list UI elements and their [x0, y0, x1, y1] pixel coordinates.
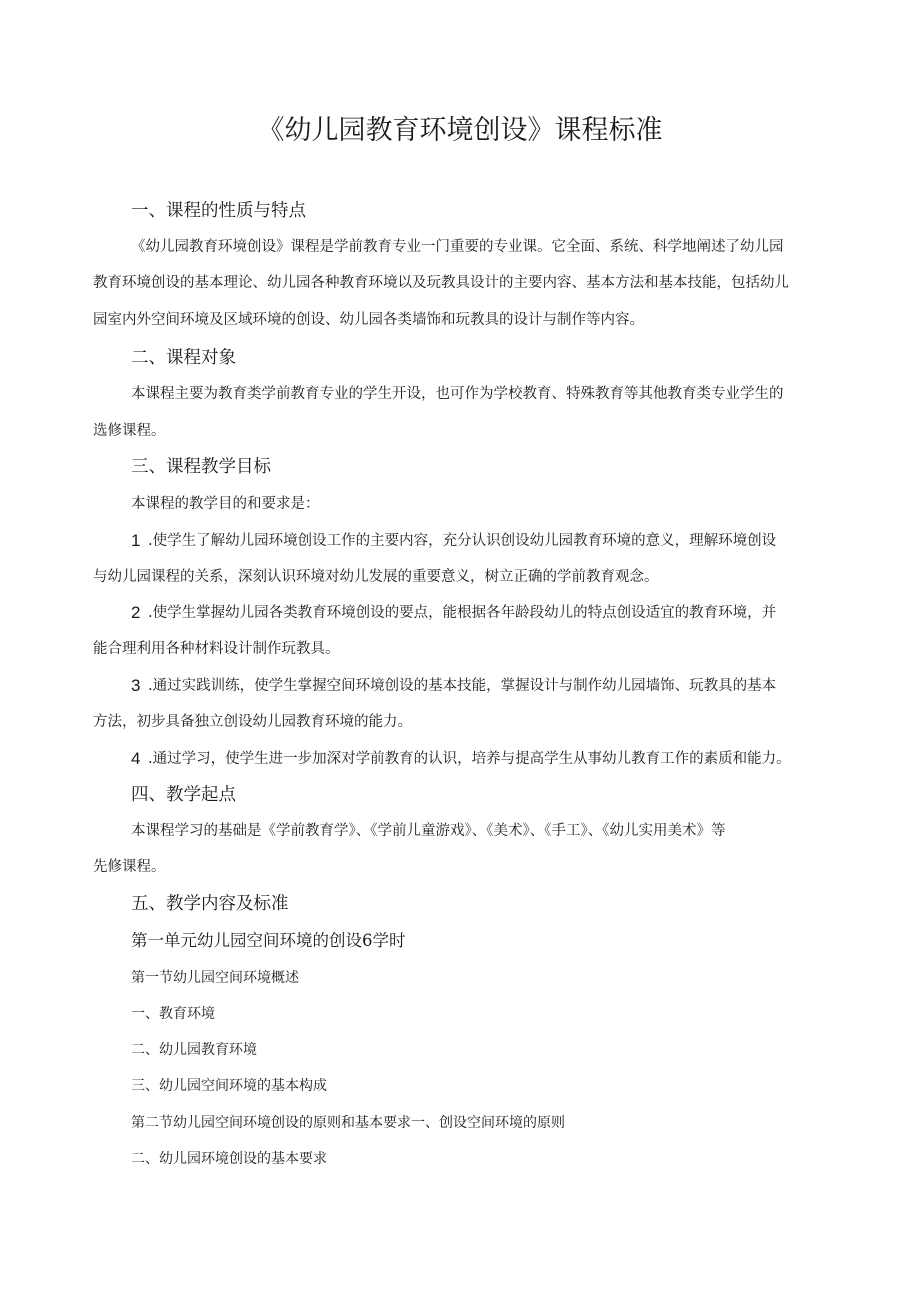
objectives-intro: 本课程的教学目的和要求是：	[131, 496, 320, 512]
section-heading-objectives: 三、课程教学目标	[131, 457, 271, 477]
section-heading-starting-point: 四、教学起点	[131, 785, 236, 805]
outline-item: 二、幼儿园教育环境	[131, 1042, 257, 1058]
objective-number: 2	[131, 603, 141, 622]
objective-number: 3	[131, 676, 141, 695]
section-heading-nature: 一、课程的性质与特点	[131, 201, 306, 221]
unit-title: 第一单元幼儿园空间环境的创设6学时	[131, 931, 406, 950]
objective-text: .通过实践训练，使学生掌握空间环境创设的基本技能，掌握设计与制作幼儿园墙饰、玩教具的基本	[148, 678, 777, 694]
outline-item: 第二节幼儿园空间环境创设的原则和基本要求一、创设空间环境的原则	[131, 1115, 565, 1131]
document-title: 《幼儿园教育环境创设》课程标准	[257, 115, 663, 146]
objective-text: 方法，初步具备独立创设幼儿园教育环境的能力。	[93, 714, 412, 730]
objective-text: .通过学习，使学生进一步加深对学前教育的认识，培养与提高学生从事幼儿教育工作的素质和能力。	[148, 751, 791, 767]
outline-item: 二、幼儿园环境创设的基本要求	[131, 1151, 327, 1167]
paragraph-line: 教育环境创设的基本理论、幼儿园各种教育环境以及玩教具设计的主要内容、基本方法和基本技能，包括幼儿	[93, 275, 789, 291]
objective-text: 与幼儿园课程的关系，深刻认识环境对幼儿发展的重要意义，树立正确的学前教育观念。	[93, 569, 659, 585]
paragraph-line: 先修课程。	[93, 859, 166, 875]
objective-text: .使学生了解幼儿园环境创设工作的主要内容，充分认识创设幼儿园教育环境的意义，理解环境创设	[148, 533, 777, 549]
objective-number: 1	[131, 531, 141, 550]
outline-item: 第一节幼儿园空间环境概述	[131, 970, 299, 986]
section-heading-content: 五、教学内容及标准	[131, 894, 289, 914]
paragraph-line: 本课程主要为教育类学前教育专业的学生开设，也可作为学校教育、特殊教育等其他教育类专业学生的	[131, 386, 784, 402]
paragraph-line: 选修课程。	[93, 423, 166, 439]
outline-item: 三、幼儿园空间环境的基本构成	[131, 1078, 327, 1094]
paragraph-line: 园室内外空间环境及区域环境的创设、幼儿园各类墙饰和玩教具的设计与制作等内容。	[93, 312, 644, 328]
objective-text: .使学生掌握幼儿园各类教育环境创设的要点，能根据各年龄段幼儿的特点创设适宜的教育环境，并	[148, 605, 777, 621]
outline-item: 一、教育环境	[131, 1006, 215, 1022]
objective-number: 4	[131, 749, 141, 768]
objective-text: 能合理利用各种材料设计制作玩教具。	[93, 641, 340, 657]
section-heading-audience: 二、课程对象	[131, 348, 236, 368]
paragraph-line: 本课程学习的基础是《学前教育学》、《学前儿童游戏》、《美术》、《手工》、《幼儿实用美术》等	[131, 823, 726, 839]
paragraph-line: 《幼儿园教育环境创设》课程是学前教育专业一门重要的专业课。它全面、系统、科学地阐述了幼儿园	[131, 239, 784, 255]
